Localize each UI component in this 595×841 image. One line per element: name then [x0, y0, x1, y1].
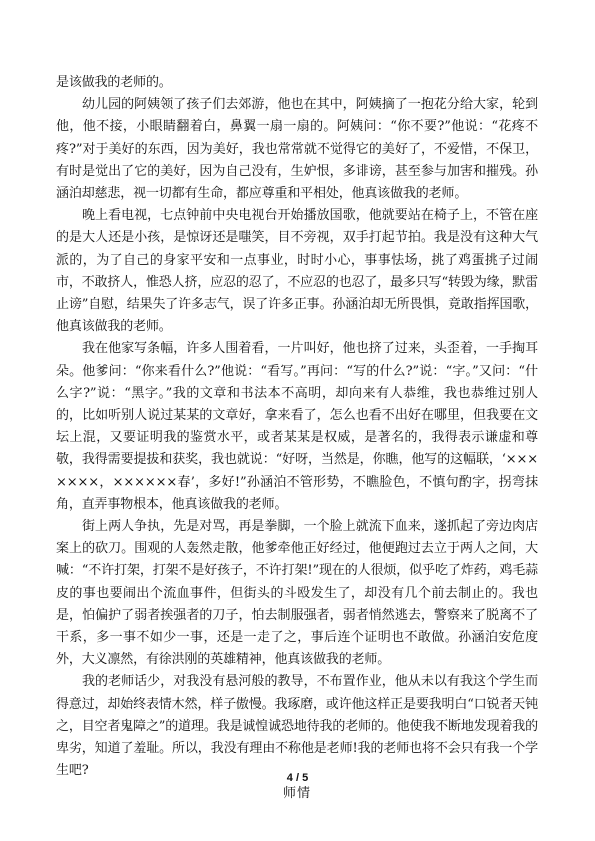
document-body	[56, 72, 538, 805]
paragraph: 是该做我的老师的。	[56, 75, 172, 90]
paragraph: 幼儿园的阿姨领了孩子们去郊游，他也在其中，阿姨摘了一抱花分给大家，轮到他，他不接，小眼睛翻着白，鼻翼一扇一扇的。阿姨问：“你不要?”他说：“花疼不疼?”对于美好的东西，因为美好，我也常常就不觉得它的美好了，不爱惜，不保卫，有时是觉出了它的美好，因为自己没有，生妒恨，多诽谤，甚至参与加害和摧残。孙涵泊却慈悲，视一切都有生命，都应尊重和平相处，他真该做我的老师。	[56, 97, 538, 202]
paragraph: 我的老师话少，对我没有悬河般的教导，不布置作业，他从未以有我这个学生而得意过，却始终表情木然，样子傲慢。我琢磨，或许他这样正是要我明白“口锐者天钝之，目空者鬼障之”的道理。我是诚惶诚恐地待我的老师的。他使我不断地发现着我的卑劣，知道了羞耻。所以，我没有理由不称他是老师!我的老师也将不会只有我一个学生吧?	[56, 674, 538, 779]
page-number: 4 / 5	[286, 772, 309, 784]
paragraph: 街上两人争执，先是对骂，再是拳脚，一个脸上就流下血来，遂抓起了旁边肉店案上的砍刀。围观的人轰然走散，他爹牵他正好经过，他便跑过去立于两人之间，大喊：“不许打架，打架不是好孩子，不许打架!”现在的人很烦，似乎吃了炸药，鸡毛蒜皮的事也要闹出个流血事件，但街头的斗殴发生了，却没有几个前去制止的。我也是，怕偏护了弱者挨强者的刀子，怕去制服强者，弱者悄然逃去，警察来了脱离不了干系，多一事不如少一事，还是一走了之，事后连个证明也不敢做。孙涵泊安危度外，大义凛然，有徐洪刚的英雄精神，他真该做我的老师。	[56, 519, 538, 668]
paragraph: 晚上看电视，七点钟前中央电视台开始播放国歌，他就要站在椅子上，不管在座的是大人还是小孩，是惊讶还是嗤笑，目不旁视，双手打起节拍。我是没有这种大气派的，为了自己的身家平安和一点事业，时时小心，事事怯场，挑了鸡蛋挑子过闹市，不敢挤人，惟恐人挤，应忍的忍了，不应忍的也忍了，最多只写“转毁为缘，默雷止谤”自慰，结果失了许多志气，误了许多正事。孙涵泊却无所畏惧，竟敢指挥国歌，他真该做我的老师。	[56, 208, 538, 335]
paragraph: 我在他家写条幅，许多人围着看，一片叫好，他也挤了过来，头歪着，一手掏耳朵。他爹问：“你来看什么?”他说：“看写。”再问：“写的什么?”说：“字。”又问：“什么字?”说：“黑字。”我的文章和书法本不高明，却向来有人恭维，我也恭维过别人的，比如听别人说过某某的文章好，拿来看了，怎么也看不出好在哪里，但我要在文坛上混，又要证明我的鉴赏水平，或者某某是权威，是著名的，我得表示谦虚和尊敬，我得需要提拔和获奖，我也就说：“好呀，当然是，你瞧，他写的这幅联，‘×××××××，××××××春’，多好!”孙涵泊不管形势，不瞧脸色，不慎句酌字，拐弯抹角，直弄事物根本，他真该做我的老师。	[56, 341, 538, 512]
signoff-title: 师情	[282, 785, 311, 801]
